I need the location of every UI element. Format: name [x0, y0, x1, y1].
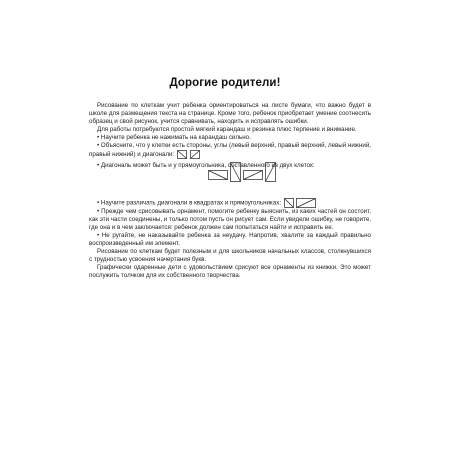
diagrams-area	[89, 162, 371, 198]
paragraph-pressure: • Научите ребенка не нажимать на карандаш сильно.	[97, 134, 251, 141]
compare-diagonals-icon	[284, 198, 316, 208]
rect-horizontal-diagonal-icon-1	[208, 170, 228, 183]
paragraph-cell-parts-text: • Объясните, что у клетки есть стороны, углы (левый верхний, правый верхний, левый нижний, правый нижний) и диагонали:	[89, 142, 371, 159]
page-title: Дорогие родители!	[169, 77, 281, 89]
cell-diagonals-icon	[177, 150, 201, 159]
paragraph-compare	[89, 198, 371, 208]
paragraph-intro: Рисование по клеткам учит ребенка ориентироваться на листе бумаги, что важно будет в школе для размещения текста на странице. Кроме того, ребенок приобретает умение соотнесить образец и свой рисунок, учится сравнивать, находить и исправлять ошибки.	[89, 102, 371, 125]
paragraph-cell-parts	[89, 142, 371, 159]
body-text	[89, 102, 371, 280]
paragraph-compare-text: • Научите различать диагонали в квадратах и прямоугольниках:	[97, 199, 282, 207]
paragraph-ornament: • Прежде чем срисовывать орнамент, помогите ребенку выяснить, из каких частей он состоит, как эти части соединены, и только потом пусть он рисует сам. Если увидели ошибку, не говорите, где она и в чем заключается: ребенок должен сам попытаться найти и исправить ее.	[89, 208, 371, 232]
rect-vertical-diagonal-icon-1	[230, 162, 241, 185]
paragraph-gifted: Графически одаренные дети с удовольствием срисуют все орнаменты из книжки. Это может послужить толчком для их собственного творчества.	[89, 264, 371, 280]
rect-vertical-diagonal-icon-2	[265, 162, 276, 185]
paragraph-materials: Для работы потребуются простой мягкий карандаш и резинка плюс терпение и внимание.	[97, 126, 357, 133]
paragraph-praise: • Не ругайте, не наказывайте ребенка за неудачу. Напротив, хвалите за каждый правильно воспроизведенный им элемент.	[89, 232, 371, 248]
rect-horizontal-diagonal-icon-2	[243, 170, 263, 183]
paragraph-schoolchildren: Рисование по клеткам будет полезным и для школьников начальных классов, столкнувшихся с трудностью усвоения начертания букв.	[89, 248, 371, 264]
paragraph-rect-diagonals: • Диагональ может быть и у прямоугольника, составленного из двух клеток:	[97, 162, 315, 170]
